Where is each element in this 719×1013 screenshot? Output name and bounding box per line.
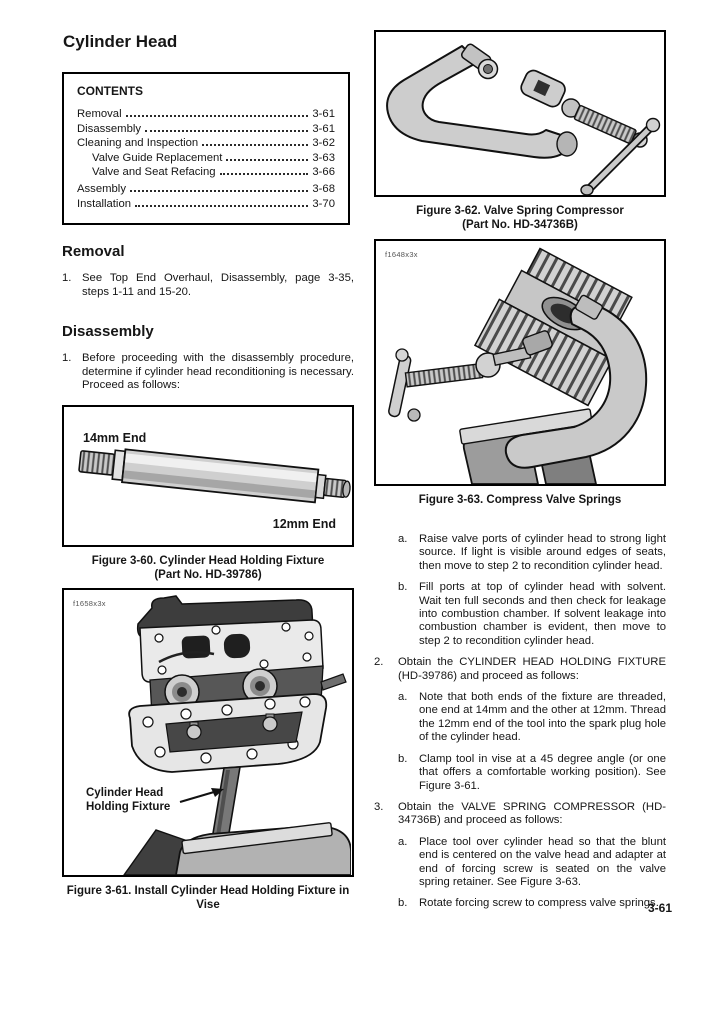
toc-label: Removal — [77, 108, 122, 120]
label-14mm-end: 14mm End — [83, 430, 147, 445]
contents-box — [62, 72, 350, 225]
toc-page: 3-61 — [312, 108, 335, 120]
caption-line-2: (Part No. HD-39786) — [154, 568, 262, 581]
page-number: 3-61 — [647, 901, 672, 915]
substep-letter: a. — [398, 691, 408, 704]
toc-leader — [130, 190, 308, 192]
toc-page: 3-68 — [312, 182, 335, 195]
toc-row-assembly — [77, 182, 335, 197]
toc-page: 3-63 — [312, 151, 335, 164]
step-number: 1. — [62, 272, 72, 285]
page-title: Cylinder Head — [63, 32, 178, 51]
substep-2a — [398, 691, 666, 745]
figure-3-62-caption — [374, 204, 666, 232]
left-column — [62, 24, 354, 912]
toc-leader — [145, 130, 308, 132]
disassembly-heading: Disassembly — [62, 323, 154, 341]
toc-label: Disassembly — [77, 122, 142, 135]
caption-line-2: (Part No. HD-34736B) — [462, 219, 578, 231]
step-text: Obtain the VALVE SPRING COMPRESSOR (HD-34736B) and proceed as follows: — [398, 800, 666, 827]
step-2 — [374, 656, 666, 683]
figure-63-corner-label: f1648x3x — [385, 250, 418, 259]
substep-letter: a. — [398, 533, 408, 545]
substep-letter: b. — [398, 752, 408, 765]
figure-3-62-box — [374, 30, 666, 197]
toc-leader — [220, 173, 309, 175]
toc-leader — [226, 159, 308, 161]
caption-line-1: Figure 3-62. Valve Spring Compressor — [416, 205, 624, 217]
callout-line-1: Cylinder Head — [86, 786, 164, 799]
toc-row-disassembly — [77, 122, 335, 137]
substep-letter: a. — [398, 835, 408, 848]
toc-page: 3-62 — [312, 137, 335, 150]
right-column — [374, 30, 666, 919]
figure-3-61-box — [62, 588, 354, 877]
toc-leader — [126, 115, 309, 117]
toc-leader — [202, 144, 308, 146]
removal-heading: Removal — [62, 243, 125, 261]
compress-valve-springs-illustration — [376, 241, 663, 484]
step-number: 3. — [374, 800, 384, 813]
toc-row-valve-guide-replacement — [77, 151, 335, 166]
toc-page: 3-66 — [312, 166, 335, 179]
substep-letter: b. — [398, 581, 408, 594]
toc-page: 3-70 — [312, 197, 335, 210]
substep-2b — [398, 753, 666, 793]
substep-letter: b. — [398, 897, 408, 910]
substep-text: Rotate forcing screw to compress valve springs. — [419, 897, 659, 910]
substep-text: Raise valve ports of cylinder head to strong light source. If light is visible around edges of seats, then move to step 2 to recondition cylinder head. — [419, 533, 666, 572]
procedure-list — [374, 533, 666, 911]
callout-line-2: Holding Fixture — [86, 800, 171, 813]
toc-page: 3-61 — [312, 122, 335, 135]
substep-3b — [398, 897, 666, 910]
substep-text: Fill ports at top of cylinder head with solvent. Wait ten full seconds and then check for leakage into combustion chamber. If solvent leakage into combustion chamber is evident, then move to step 2 to recondition cylinder head. — [419, 581, 666, 647]
step-text: See Top End Overhaul, Disassembly, page 3-35, steps 1-11 and 15-20. — [82, 272, 354, 298]
toc-label: Installation — [77, 197, 132, 210]
toc-row-cleaning-inspection — [77, 136, 335, 151]
figure-3-63-caption: Figure 3-63. Compress Valve Springs — [418, 494, 622, 506]
toc-label: Cleaning and Inspection — [77, 137, 199, 150]
substep-3a — [398, 836, 666, 890]
substep-text: Note that both ends of the fixture are threaded, one end at 14mm and the other at 12mm. Thread the 12mm end of the tool into the spark plug hole of the cylinder head. — [419, 691, 666, 744]
toc-leader — [135, 205, 308, 207]
toc-row-installation — [77, 197, 335, 212]
callout-cylinder-head-holding-fixture — [86, 786, 170, 814]
figure-3-63-box — [374, 239, 666, 486]
toc-label: Assembly — [77, 182, 126, 195]
figure-3-60-box — [62, 405, 354, 547]
label-12mm-end: 12mm End — [272, 516, 336, 531]
removal-step-1 — [62, 272, 354, 299]
step-text: Before proceeding with the disassembly procedure, determine if cylinder head reconditioning is necessary. Proceed as follows: — [82, 352, 354, 392]
substep-1b — [398, 581, 666, 648]
caption-line-1: Figure 3-60. Cylinder Head Holding Fixture — [91, 554, 325, 567]
figure-3-61-caption: Figure 3-61. Install Cylinder Head Holding Fixture in Vise — [66, 884, 350, 911]
figure-61-corner-label: f1658x3x — [73, 598, 106, 608]
toc-row-valve-seat-refacing — [77, 165, 335, 180]
substep-1a — [398, 533, 666, 573]
valve-spring-compressor-illustration — [376, 32, 663, 195]
disassembly-step-1 — [62, 352, 354, 393]
step-number: 1. — [62, 352, 72, 365]
toc-label: Valve and Seat Refacing — [92, 166, 216, 179]
substep-text: Place tool over cylinder head so that the blunt end is centered on the valve head and adapter at end of forcing screw is seated on the valve spring retainer. See Figure 3-63. — [419, 835, 666, 888]
cylinder-head-in-vise-illustration — [64, 590, 351, 875]
step-text: Obtain the CYLINDER HEAD HOLDING FIXTURE (HD-39786) and proceed as follows: — [398, 656, 666, 682]
substep-text: Clamp tool in vise at a 45 degree angle (or one that offers a comfortable working position). See Figure 3-61. — [419, 752, 666, 792]
step-number: 2. — [374, 656, 384, 669]
toc-row-removal — [77, 107, 335, 122]
contents-heading: CONTENTS — [77, 84, 143, 98]
toc-label: Valve Guide Replacement — [92, 151, 223, 164]
figure-3-60-caption — [62, 554, 354, 582]
step-3 — [374, 801, 666, 828]
